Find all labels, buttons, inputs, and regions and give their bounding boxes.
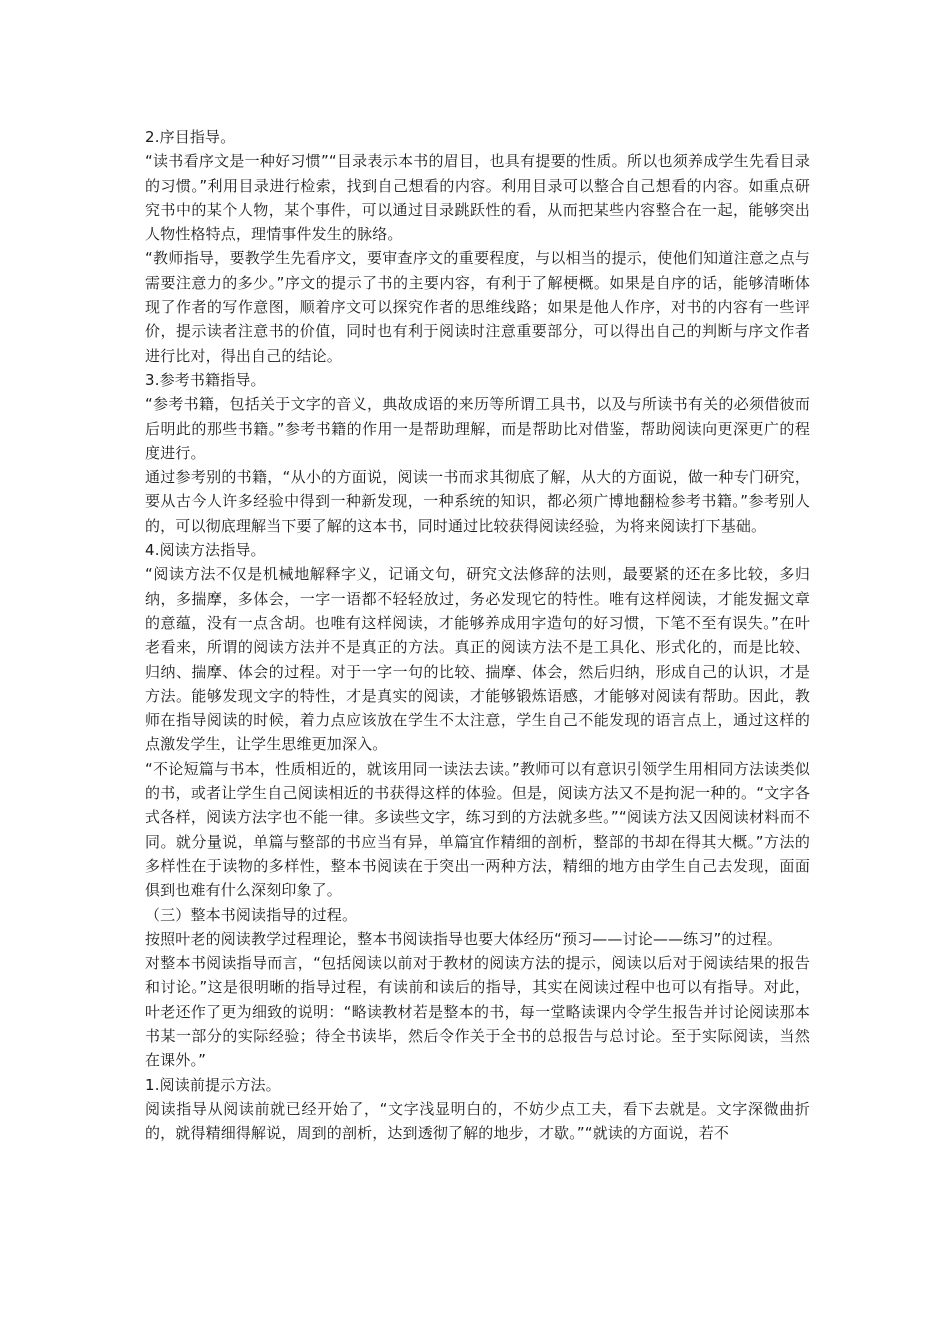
paragraph: 对整本书阅读指导而言，“包括阅读以前对于教材的阅读方法的提示，阅读以后对于阅读结果的报告和讨论。”这是很明晰的指导过程，有读前和读后的指导，其实在阅读过程中也可以有指导。对此，叶老还作了更为细致的说明：“略读教材若是整本的书，每一堂略读课内令学生报告并讨论阅读那本书某一部分的实际经验；待全书读毕，然后令作关于全书的总报告与总讨论。至于实际阅读，当然在课外。”	[145, 954, 810, 1070]
paragraph: “阅读方法不仅是机械地解释字义，记诵文句，研究文法修辞的法则，最要紧的还在多比较，多归纳，多揣摩，多体会，一字一语都不轻轻放过，务必发现它的特性。唯有这样阅读，才能发掘文章的意蕴，没有一点含胡。也唯有这样阅读，才能够养成用字造句的好习惯，下笔不至有误失。”在叶老看来，所谓的阅读方法并不是真正的方法。真正的阅读方法不是工具化、形式化的，而是比较、归纳、揣摩、体会的过程。对于一字一句的比较、揣摩、体会，然后归纳，形成自己的认识，才是方法。能够发现文字的特性，才是真实的阅读，才能够锻炼语感，才能够对阅读有帮助。因此，教师在指导阅读的时候，着力点应该放在学生不太注意，学生自己不能发现的语言点上，通过这样的点激发学生，让学生思维更加深入。	[145, 565, 810, 754]
paragraph: 按照叶老的阅读教学过程理论，整本书阅读指导也要大体经历“预习——讨论——练习”的过程。	[145, 929, 782, 948]
document-body	[145, 125, 810, 1145]
heading-reference-books: 3.参考书籍指导。	[145, 370, 266, 389]
paragraph: 通过参考别的书籍，“从小的方面说，阅读一书而求其彻底了解，从大的方面说，做一种专门研究，要从古今人许多经验中得到一种新发现，一种系统的知识，都必须广博地翻检参考书籍。”参考别人的，可以彻底理解当下要了解的这本书，同时通过比较获得阅读经验，为将来阅读打下基础。	[145, 468, 810, 535]
paragraph: “读书看序文是一种好习惯”“目录表示本书的眉目，也具有提要的性质。所以也须养成学生先看目录的习惯。”利用目录进行检索，找到自己想看的内容。利用目录可以整合自己想看的内容。如重点研究书中的某个人物，某个事件，可以通过目录跳跃性的看，从而把某些内容整合在一起，能够突出人物性格特点，理情事件发生的脉络。	[145, 152, 810, 244]
paragraph: “不论短篇与书本，性质相近的，就该用同一读法去读。”教师可以有意识引领学生用相同方法读类似的书，或者让学生自己阅读相近的书获得这样的体验。但是，阅读方法又不是拘泥一种的。“文字各式各样，阅读方法字也不能一律。多读些文字，练习到的方法就多些。”“阅读方法又因阅读材料而不同。就分量说，单篇与整部的书应当有异，单篇宜作精细的剖析，整部的书却在得其大概。”方法的多样性在于读物的多样性，整本书阅读在于突出一两种方法，精细的地方由学生自己去发现，面面俱到也难有什么深刻印象了。	[145, 759, 810, 900]
section-heading-process: （三）整本书阅读指导的过程。	[145, 905, 358, 924]
heading-preface-guidance: 2.序目指导。	[145, 128, 236, 146]
heading-reading-methods: 4.阅读方法指导。	[145, 541, 266, 560]
heading-pre-reading: 1.阅读前提示方法。	[145, 1075, 281, 1094]
paragraph: “教师指导，要教学生先看序文，要审查序文的重要程度，与以相当的提示，使他们知道注意之点与需要注意力的多少。”序文的提示了书的主要内容，有利于了解梗概。如果是自序的话，能够清晰体现了作者的写作意图，顺着序文可以探究作者的思维线路；如果是他人作序，对书的内容有一些评价，提示读者注意书的价值，同时也有利于阅读时注意重要部分，可以得出自己的判断与序文作者进行比对，得出自己的结论。	[145, 249, 810, 365]
paragraph: “参考书籍，包括关于文字的音义，典故成语的来历等所谓工具书，以及与所读书有关的必须借彼而后明此的那些书籍。”参考书籍的作用一是帮助理解，而是帮助比对借鉴，帮助阅读向更深更广的程度进行。	[145, 395, 810, 462]
paragraph: 阅读指导从阅读前就已经开始了，“文字浅显明白的，不妨少点工夫，看下去就是。文字深微曲折的，就得精细得解说，周到的剖析，达到透彻了解的地步，才歇。”“就读的方面说，若不	[145, 1099, 810, 1143]
